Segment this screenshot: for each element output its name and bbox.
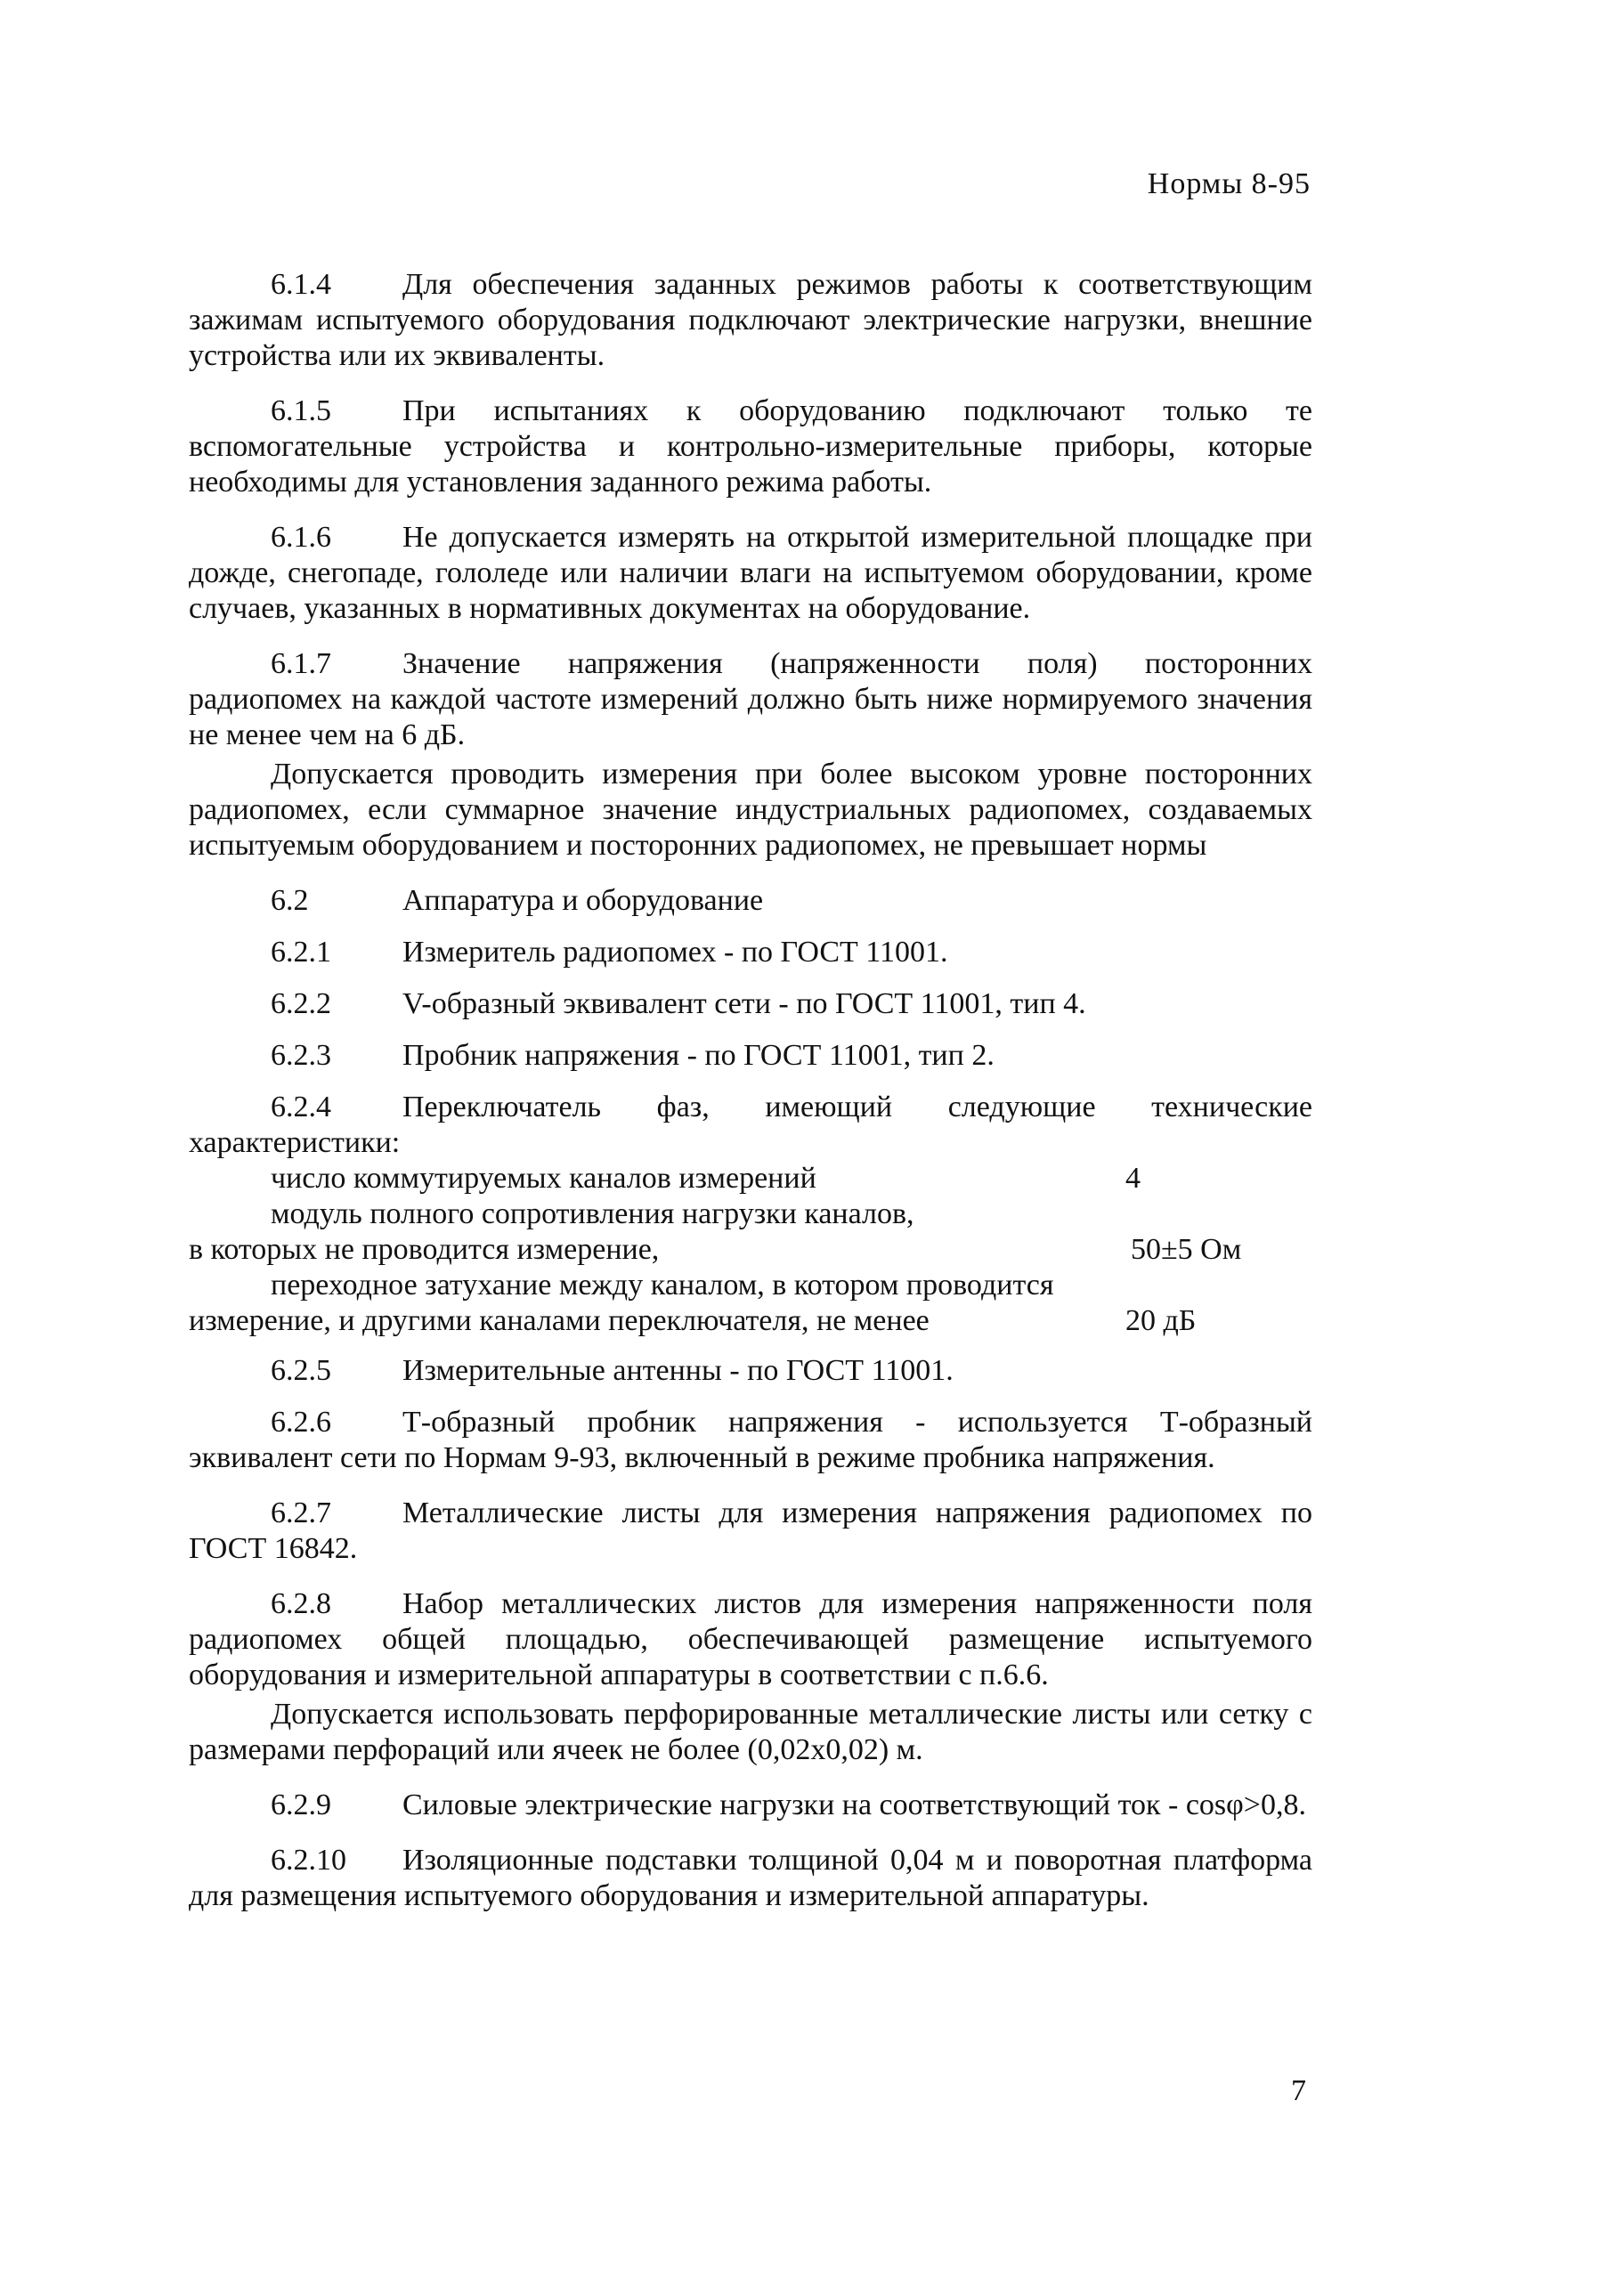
clause-text: Измерительные антенны - по ГОСТ 11001. <box>402 1354 954 1387</box>
clause-text: Изоляционные подставки толщиной 0,04 м и поворотная платформа для размещения испытуемого оборудования и измерительной аппаратуры. <box>189 1844 1312 1912</box>
spec-value: 50±5 Ом <box>1131 1233 1242 1266</box>
clause-number: 6.2.9 <box>271 1788 331 1821</box>
paragraph-6-1-5 <box>189 393 1312 500</box>
clause-number: 6.2.10 <box>271 1844 346 1877</box>
clause-number: 6.2.7 <box>271 1496 331 1529</box>
clause-text: Переключатель фаз, имеющий следующие технические характеристики: <box>189 1091 1312 1159</box>
paragraph-6-2-7 <box>189 1496 1312 1567</box>
clause-number: 6.2.5 <box>271 1354 331 1387</box>
heading-6-2 <box>189 883 1312 919</box>
main-content <box>189 267 1312 1914</box>
paragraph-6-2-8 <box>189 1586 1312 1693</box>
clause-number: 6.2.3 <box>271 1039 331 1072</box>
clause-text: V-образный эквивалент сети - по ГОСТ 11001, тип 4. <box>402 987 1086 1020</box>
paragraph-6-2-9 <box>189 1788 1312 1823</box>
paragraph-6-2-4 <box>189 1090 1312 1161</box>
spec-row <box>189 1161 1312 1196</box>
paragraph-6-1-4 <box>189 267 1312 374</box>
clause-text: Силовые электрические нагрузки на соответствующий ток - cosφ>0,8. <box>402 1788 1306 1821</box>
clause-number: 6.2.1 <box>271 936 331 969</box>
spec-label: модуль полного сопротивления нагрузки каналов, <box>271 1197 914 1230</box>
heading-6-2-1 <box>189 935 1312 970</box>
clause-text: Т-образный пробник напряжения - используется Т-образный эквивалент сети по Нормам 9-93, включенный в режиме пробника напряжения. <box>189 1406 1312 1474</box>
heading-6-2-2 <box>189 986 1312 1022</box>
clause-number: 6.2.8 <box>271 1587 331 1620</box>
spec-row <box>189 1268 1312 1303</box>
page-number: 7 <box>1291 2074 1306 2107</box>
clause-number: 6.1.7 <box>271 647 331 680</box>
clause-text: Для обеспечения заданных режимов работы к соответствующим зажимам испытуемого оборудования подключают электрические нагрузки, внешние устройства или их эквиваленты. <box>189 268 1312 372</box>
spec-row <box>189 1232 1312 1268</box>
spec-label: в которых не проводится измерение, <box>189 1233 660 1266</box>
heading-6-2-3 <box>189 1038 1312 1074</box>
paragraph-continuation <box>189 757 1312 864</box>
clause-number: 6.1.4 <box>271 268 331 301</box>
clause-number: 6.2.2 <box>271 987 331 1020</box>
spec-row <box>189 1303 1312 1339</box>
clause-text: Допускается проводить измерения при более высоком уровне посторонних радиопомех, если суммарное значение индустриальных радиопомех, создаваемых испытуемым оборудованием и посторонних радиопомех, не превышает нормы <box>189 758 1312 862</box>
clause-number: 6.1.6 <box>271 521 331 554</box>
clause-number: 6.2.6 <box>271 1406 331 1439</box>
spec-value: 20 дБ <box>1125 1304 1197 1337</box>
heading-6-2-5 <box>189 1353 1312 1389</box>
clause-text: Аппаратура и оборудование <box>402 884 764 917</box>
spec-value: 4 <box>1125 1162 1141 1195</box>
paragraph-6-1-7 <box>189 646 1312 753</box>
clause-text: Набор металлических листов для измерения напряженности поля радиопомех общей площадью, обеспечивающей размещение испытуемого оборудования и измерительной аппаратуры в соответствии с п.6.6. <box>189 1587 1312 1691</box>
document-reference: Нормы 8-95 <box>1147 167 1311 200</box>
clause-text: Измеритель радиопомех - по ГОСТ 11001. <box>402 936 948 969</box>
clause-number: 6.2.4 <box>271 1091 331 1123</box>
spec-label: переходное затухание между каналом, в котором проводится <box>271 1269 1054 1302</box>
paragraph-continuation <box>189 1697 1312 1768</box>
clause-number: 6.1.5 <box>271 394 331 427</box>
clause-text: Металлические листы для измерения напряжения радиопомех по ГОСТ 16842. <box>189 1496 1312 1565</box>
clause-text: Не допускается измерять на открытой измерительной площадке при дожде, снегопаде, гололеде или наличии влаги на испытуемом оборудовании, кроме случаев, указанных в нормативных документах на оборудование. <box>189 521 1312 625</box>
spec-label: число коммутируемых каналов измерений <box>271 1162 816 1195</box>
paragraph-6-2-6 <box>189 1405 1312 1476</box>
spec-row <box>189 1196 1312 1232</box>
paragraph-6-1-6 <box>189 520 1312 627</box>
clause-number: 6.2 <box>271 884 309 917</box>
spec-label: измерение, и другими каналами переключателя, не менее <box>189 1304 930 1337</box>
clause-text: Значение напряжения (напряженности поля) посторонних радиопомех на каждой частоте измерений должно быть ниже нормируемого значения не менее чем на 6 дБ. <box>189 647 1312 751</box>
clause-text: При испытаниях к оборудованию подключают только те вспомогательные устройства и контрольно-измерительные приборы, которые необходимы для установления заданного режима работы. <box>189 394 1312 499</box>
clause-text: Пробник напряжения - по ГОСТ 11001, тип 2. <box>402 1039 995 1072</box>
spec-list <box>189 1161 1312 1339</box>
paragraph-6-2-10 <box>189 1843 1312 1914</box>
clause-text: Допускается использовать перфорированные металлические листы или сетку с размерами перфораций или ячеек не более (0,02х0,02) м. <box>189 1698 1312 1766</box>
